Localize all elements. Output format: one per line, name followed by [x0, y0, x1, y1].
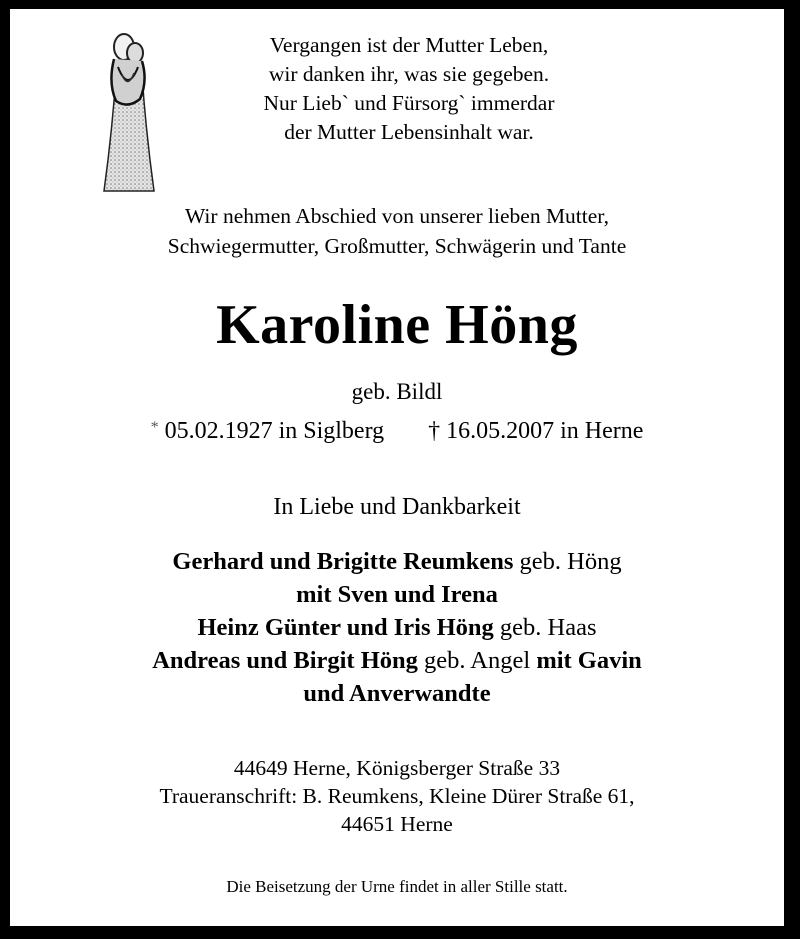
family-line-1-note: geb. Höng — [513, 548, 622, 575]
family-line-4-note: geb. Angel — [417, 647, 537, 674]
family-line-3-note: geb. Haas — [493, 614, 597, 641]
birth-date: 05.02.1927 in Siglberg — [164, 418, 385, 444]
intro-line-2: Schwiegermutter, Großmutter, Schwägerin und Tante — [167, 234, 627, 258]
closing-phrase: In Liebe und Dankbarkeit — [273, 494, 521, 520]
poem-line-3: Nur Lieb` und Fürsorg` immerdar — [263, 91, 555, 115]
death-date: 16.05.2007 in Herne — [446, 418, 644, 444]
birth-name: geb. Bildl — [351, 379, 443, 404]
family-line-5 — [10, 677, 784, 710]
obituary-card — [10, 9, 790, 926]
death-symbol: † — [428, 418, 441, 444]
address-line-3: 44651 Herne — [341, 812, 453, 836]
intro-line-1: Wir nehmen Abschied von unserer lieben Mutter, — [185, 204, 609, 228]
poem-line-4: der Mutter Lebensinhalt war. — [284, 120, 534, 144]
family-line-4-names: Andreas und Birgit Höng — [152, 647, 418, 674]
family-line-1-names: Gerhard und Brigitte Reumkens — [172, 548, 514, 575]
burial-note: Die Beisetzung der Urne findet in aller Stille statt. — [226, 877, 568, 896]
family-line-4 — [10, 644, 784, 677]
family-line-1 — [10, 545, 784, 578]
poem-line-2: wir danken ihr, was sie gegeben. — [268, 62, 550, 86]
deceased-name: Karoline Höng — [216, 294, 578, 356]
address-line-2: Traueranschrift: B. Reumkens, Kleine Dürer Straße 61, — [159, 784, 635, 808]
family-line-3 — [10, 611, 784, 644]
poem-line-1: Vergangen ist der Mutter Leben, — [269, 33, 549, 57]
life-dates — [10, 418, 784, 445]
address-line-1: 44649 Herne, Königsberger Straße 33 — [233, 756, 561, 780]
family-line-2-names: mit Sven und Irena — [296, 581, 498, 608]
birth-symbol: * — [150, 419, 159, 436]
family-line-5-names: und Anverwandte — [303, 680, 491, 707]
family-line-2 — [10, 578, 784, 611]
family-line-4-children: mit Gavin — [536, 647, 642, 674]
family-line-3-names: Heinz Günter und Iris Höng — [197, 614, 494, 641]
